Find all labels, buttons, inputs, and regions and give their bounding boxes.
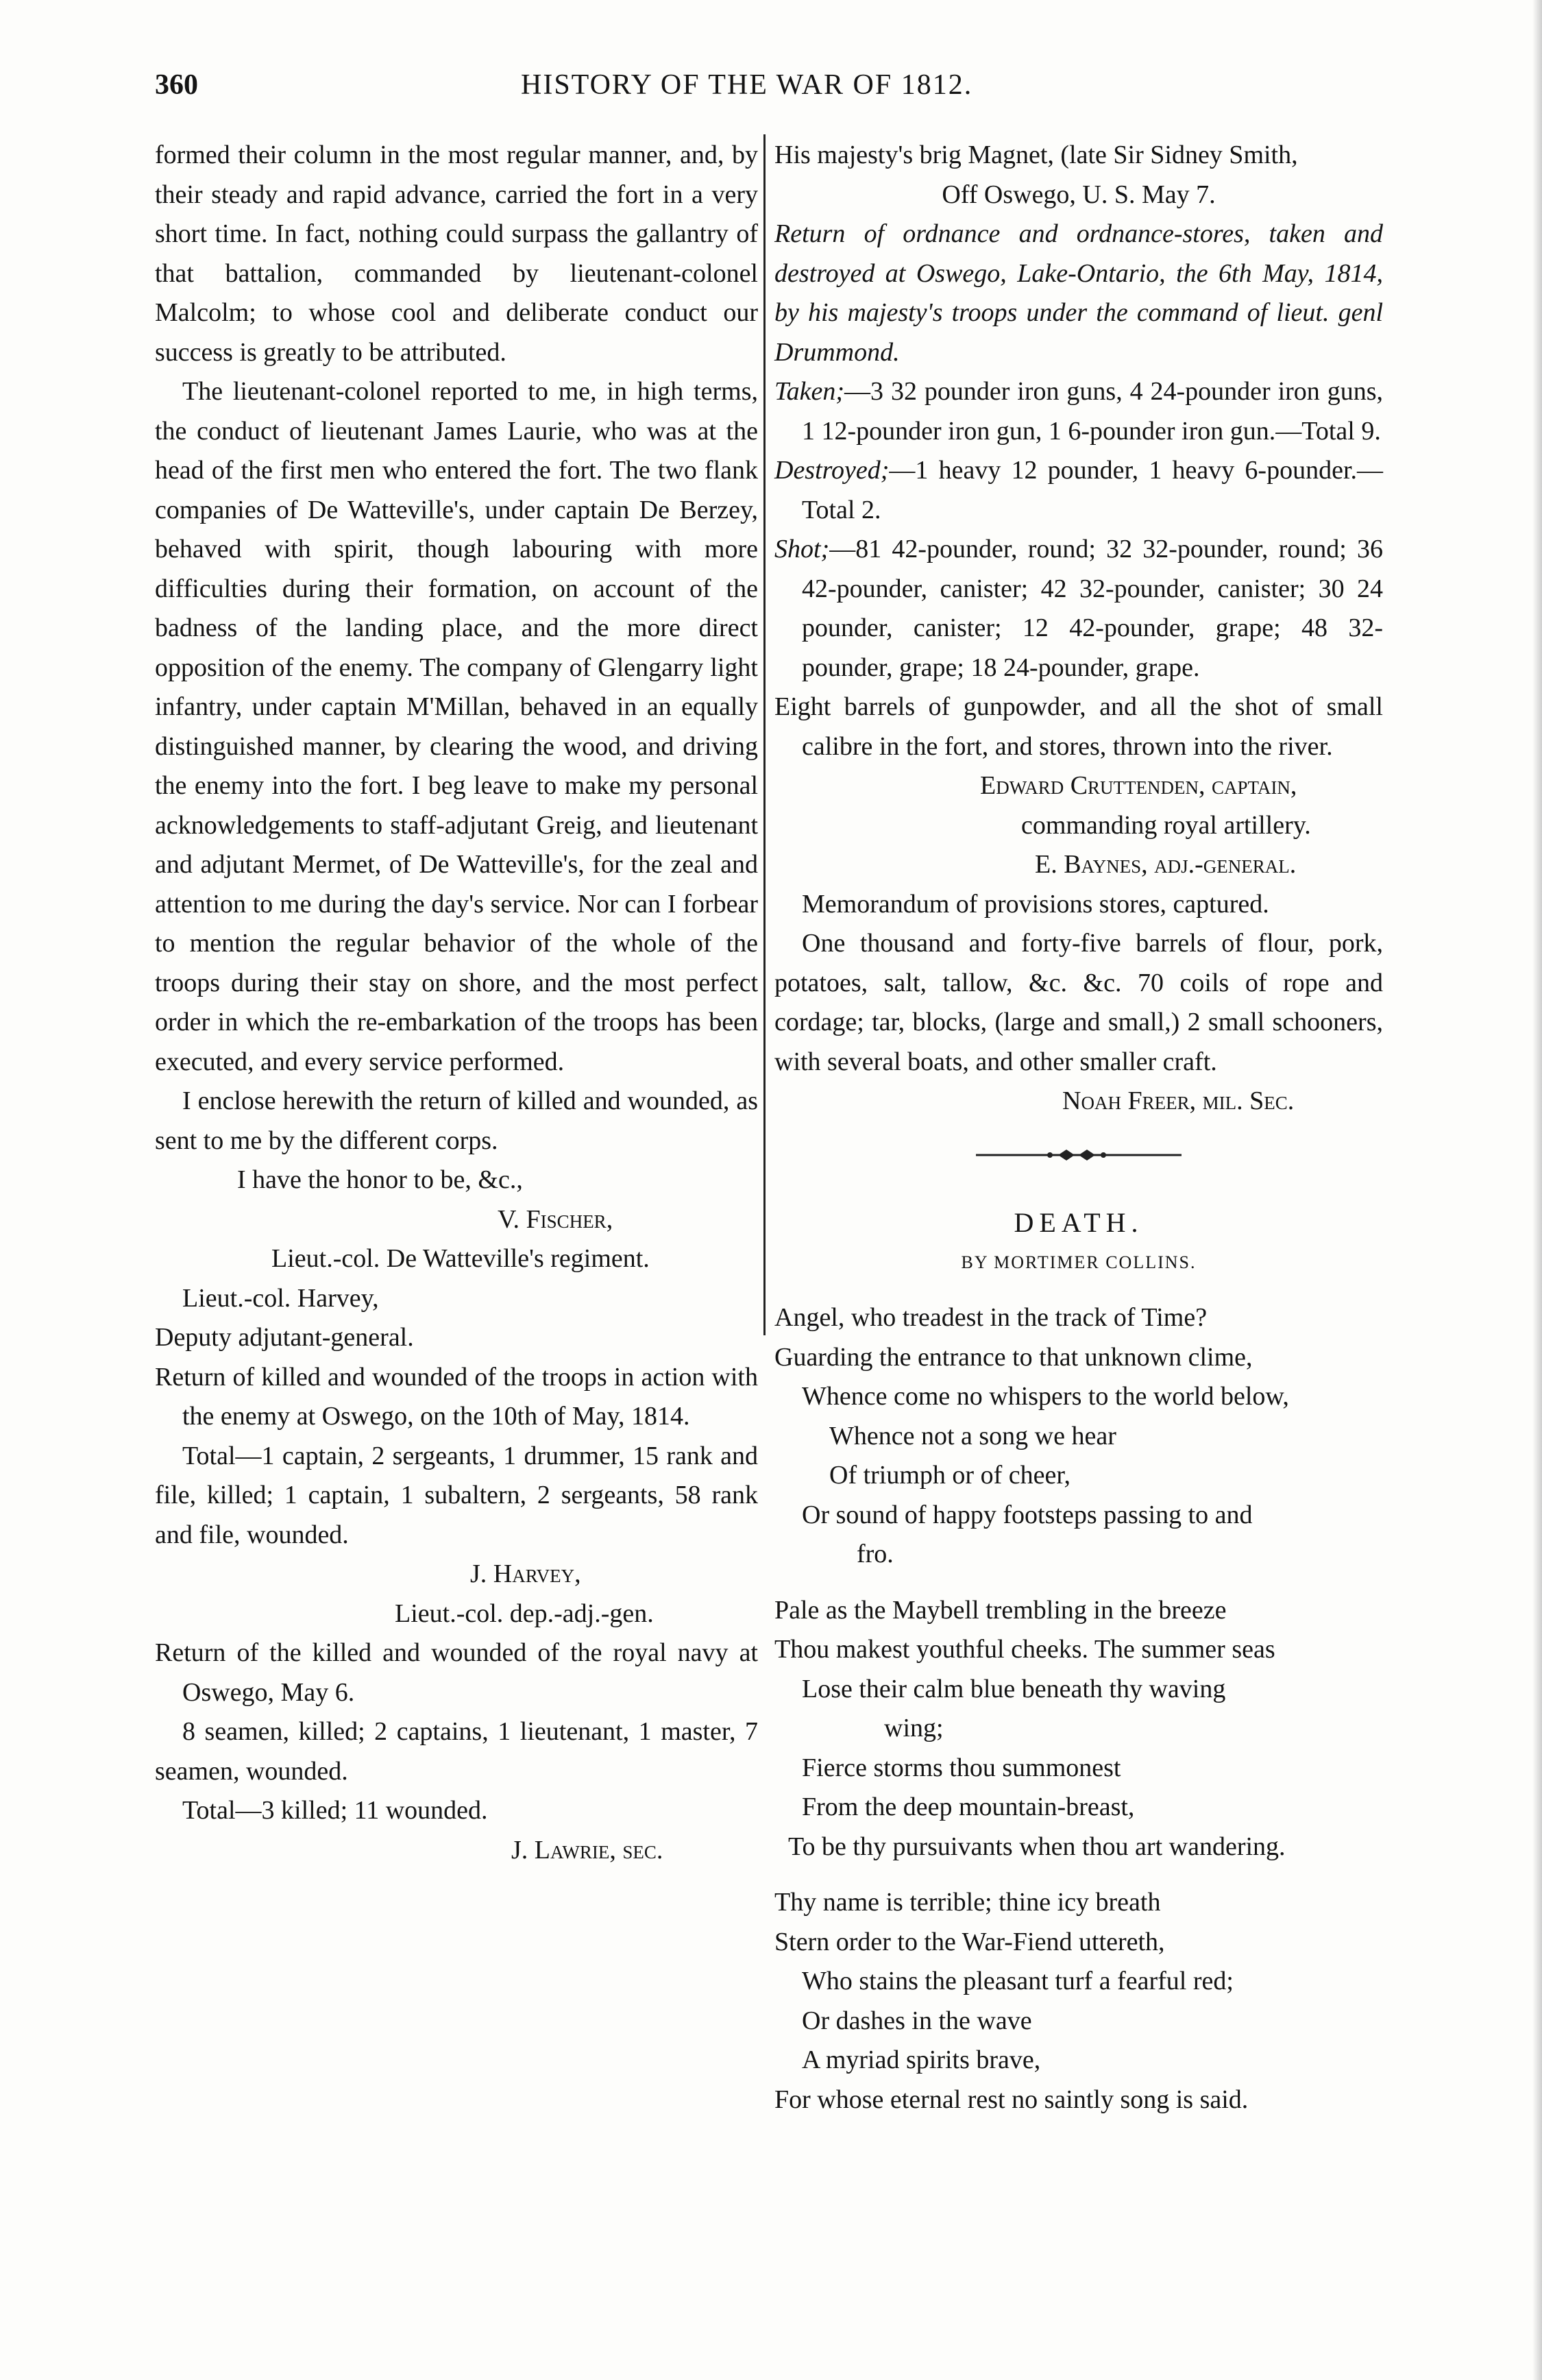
destroyed-text: —1 heavy 12 pounder, 1 heavy 6-pounder.—Total 2. — [802, 456, 1383, 524]
signature-harvey-title: Lieut.-col. dep.-adj.-gen. — [395, 1599, 654, 1628]
ship-line: His majesty's brig Magnet, (late Sir Sidney Smith, — [774, 141, 1298, 169]
shot-text: —81 42-pounder, round; 32 32-pounder, round; 36 42-pounder, canister; 42 32-pounder, canister; 30 24 pounder, canister; 12 42-pounder, grape; 48 32-pounder, grape; 18 24-pounder, grape. — [802, 535, 1383, 682]
poem-author: BY MORTIMER COLLINS. — [961, 1252, 1197, 1272]
poem-line: Thou makest youthful cheeks. The summer seas — [774, 1635, 1275, 1664]
poem-line: wing; — [884, 1714, 944, 1742]
ordnance-shot — [774, 530, 1383, 688]
memo-heading: Memorandum of provisions stores, captured. — [802, 889, 1269, 919]
ordnance-taken — [774, 372, 1383, 451]
poem-line: For whose eternal rest no saintly song is said. — [774, 2085, 1249, 2114]
page-header — [0, 69, 1542, 123]
navy-heading: Return of the killed and wounded of the royal navy at Oswego, May 6. — [155, 1638, 758, 1707]
addressee-title: Deputy adjutant-general. — [155, 1323, 414, 1352]
signature-lawrie: J. Lawrie, sec. — [511, 1835, 663, 1865]
running-title: HISTORY OF THE WAR OF 1812. — [521, 69, 973, 101]
ship-location: Off Oswego, U. S. May 7. — [942, 180, 1216, 209]
memo-text: One thousand and forty-five barrels of flour, pork, potatoes, salt, tallow, &c. &c. 70 coils of rope and cordage; tar, blocks, (large and small,) 2 small schooners, with several boats, and other smaller craft. — [774, 929, 1383, 1076]
poem-line: Stern order to the War-Fiend uttereth, — [774, 1927, 1165, 1956]
poem-line: Pale as the Maybell trembling in the breeze — [774, 1595, 1227, 1625]
poem-title: DEATH. — [1014, 1207, 1144, 1238]
poem-line: Lose their calm blue beneath thy waving — [802, 1674, 1226, 1703]
page-edge-shadow — [1532, 0, 1542, 2380]
page-number: 360 — [155, 69, 198, 101]
destroyed-label: Destroyed; — [774, 456, 890, 485]
signature-cruttenden-title: commanding royal artillery. — [1021, 810, 1311, 840]
poem-line: fro. — [857, 1540, 894, 1568]
poem-stanza-1 — [774, 1298, 1383, 1575]
paragraph-conduct: The lieutenant-colonel reported to me, in high terms, the conduct of lieutenant James Laurie, who was at the head of the first men who entered the fort. The two flank companies of De Watteville's, under captain De Berzey, behaved with spirit, though labouring with more difficulties during their formation, on account of the badness of the landing place, and the more direct opposition of the enemy. The company of Glengarry light infantry, under captain M'Millan, behaved in an equally distinguished manner, by clearing the wood, and driving the enemy into the fort. I beg leave to make my personal acknowledgements to staff-adjutant Greig, and lieutenant and adjutant Mermet, of De Watteville's, for the zeal and attention to me during the day's service. Nor can I forbear to mention the regular behavior of the whole of the troops during their stay on shore, and the most perfect order in which the re-embarkation of the troops has been executed, and every service performed. — [155, 377, 758, 1076]
return-total: Total—1 captain, 2 sergeants, 1 drummer, 15 rank and file, killed; 1 captain, 1 subaltern, 2 sergeants, 58 rank and file, wounded. — [155, 1441, 758, 1549]
paragraph-fort-assault: formed their column in the most regular manner, and, by their steady and rapid advance, carried the fort in a very short time. In fact, nothing could surpass the gallantry of that battalion, commanded by lieutenant-colonel Malcolm; to whose cool and deliberate conduct our success is greatly to be attributed. — [155, 141, 758, 367]
gunpowder-note: Eight barrels of gunpowder, and all the shot of small calibre in the fort, and stores, thrown into the river. — [774, 692, 1383, 761]
poem-line: A myriad spirits brave, — [802, 2045, 1041, 2074]
closing-line: I have the honor to be, &c., — [237, 1165, 523, 1194]
poem-line: From the deep mountain-breast, — [802, 1793, 1135, 1821]
navy-total: Total—3 killed; 11 wounded. — [182, 1796, 488, 1825]
poem-line: Whence not a song we hear — [829, 1421, 1116, 1450]
poem-line: Of triumph or of cheer, — [829, 1461, 1070, 1490]
signature-fischer-title: Lieut.-col. De Watteville's regiment. — [271, 1244, 650, 1273]
addressee-name: Lieut.-col. Harvey, — [182, 1283, 379, 1313]
ornament-icon — [976, 1147, 1182, 1163]
poem-line: Guarding the entrance to that unknown clime, — [774, 1342, 1253, 1372]
poem-line: Or sound of happy footsteps passing to and — [802, 1500, 1253, 1529]
signature-freer: Noah Freer, mil. Sec. — [1062, 1086, 1295, 1115]
poem-stanza-2 — [774, 1591, 1383, 1867]
poem-line: Whence come no whispers to the world below, — [802, 1382, 1289, 1411]
poem-line: Or dashes in the wave — [802, 2006, 1032, 2035]
column-rule — [763, 134, 766, 1335]
poem-line: Who stains the pleasant turf a fearful red; — [802, 1967, 1234, 1995]
poem-line: Fierce storms thou summonest — [802, 1753, 1121, 1782]
shot-label: Shot; — [774, 535, 830, 563]
poem-line: Thy name is terrible; thine icy breath — [774, 1888, 1161, 1917]
ordnance-destroyed — [774, 451, 1383, 530]
ornament-divider — [774, 1137, 1383, 1176]
signature-harvey: J. Harvey, — [470, 1559, 581, 1588]
taken-label: Taken; — [774, 377, 845, 406]
poem-stanza-3 — [774, 1883, 1383, 2120]
right-column — [774, 136, 1383, 2120]
left-column — [155, 136, 758, 1870]
return-heading: Return of killed and wounded of the troops in action with the enemy at Oswego, on the 10th of May, 1814. — [155, 1362, 758, 1431]
signature-fischer: V. Fischer, — [498, 1204, 613, 1234]
poem-line: To be thy pursuivants when thou art wandering. — [788, 1832, 1286, 1861]
navy-detail: 8 seamen, killed; 2 captains, 1 lieutenant, 1 master, 7 seamen, wounded. — [155, 1717, 758, 1786]
taken-text: —3 32 pounder iron guns, 4 24-pounder iron guns, 1 12-pounder iron gun, 1 6-pounder iron gun.—Total 9. — [802, 377, 1383, 446]
paragraph-enclose: I enclose herewith the return of killed and wounded, as sent to me by the different corps. — [155, 1086, 758, 1155]
signature-baynes: E. Baynes, adj.-general. — [1035, 850, 1297, 879]
ordnance-heading: Return of ordnance and ordnance-stores, taken and destroyed at Oswego, Lake-Ontario, the 6th May, 1814, by his majesty's troops under the command of lieut. genl Drummond. — [774, 219, 1383, 367]
signature-cruttenden: Edward Cruttenden, captain, — [980, 771, 1297, 800]
poem-line: Angel, who treadest in the track of Time? — [774, 1303, 1208, 1332]
